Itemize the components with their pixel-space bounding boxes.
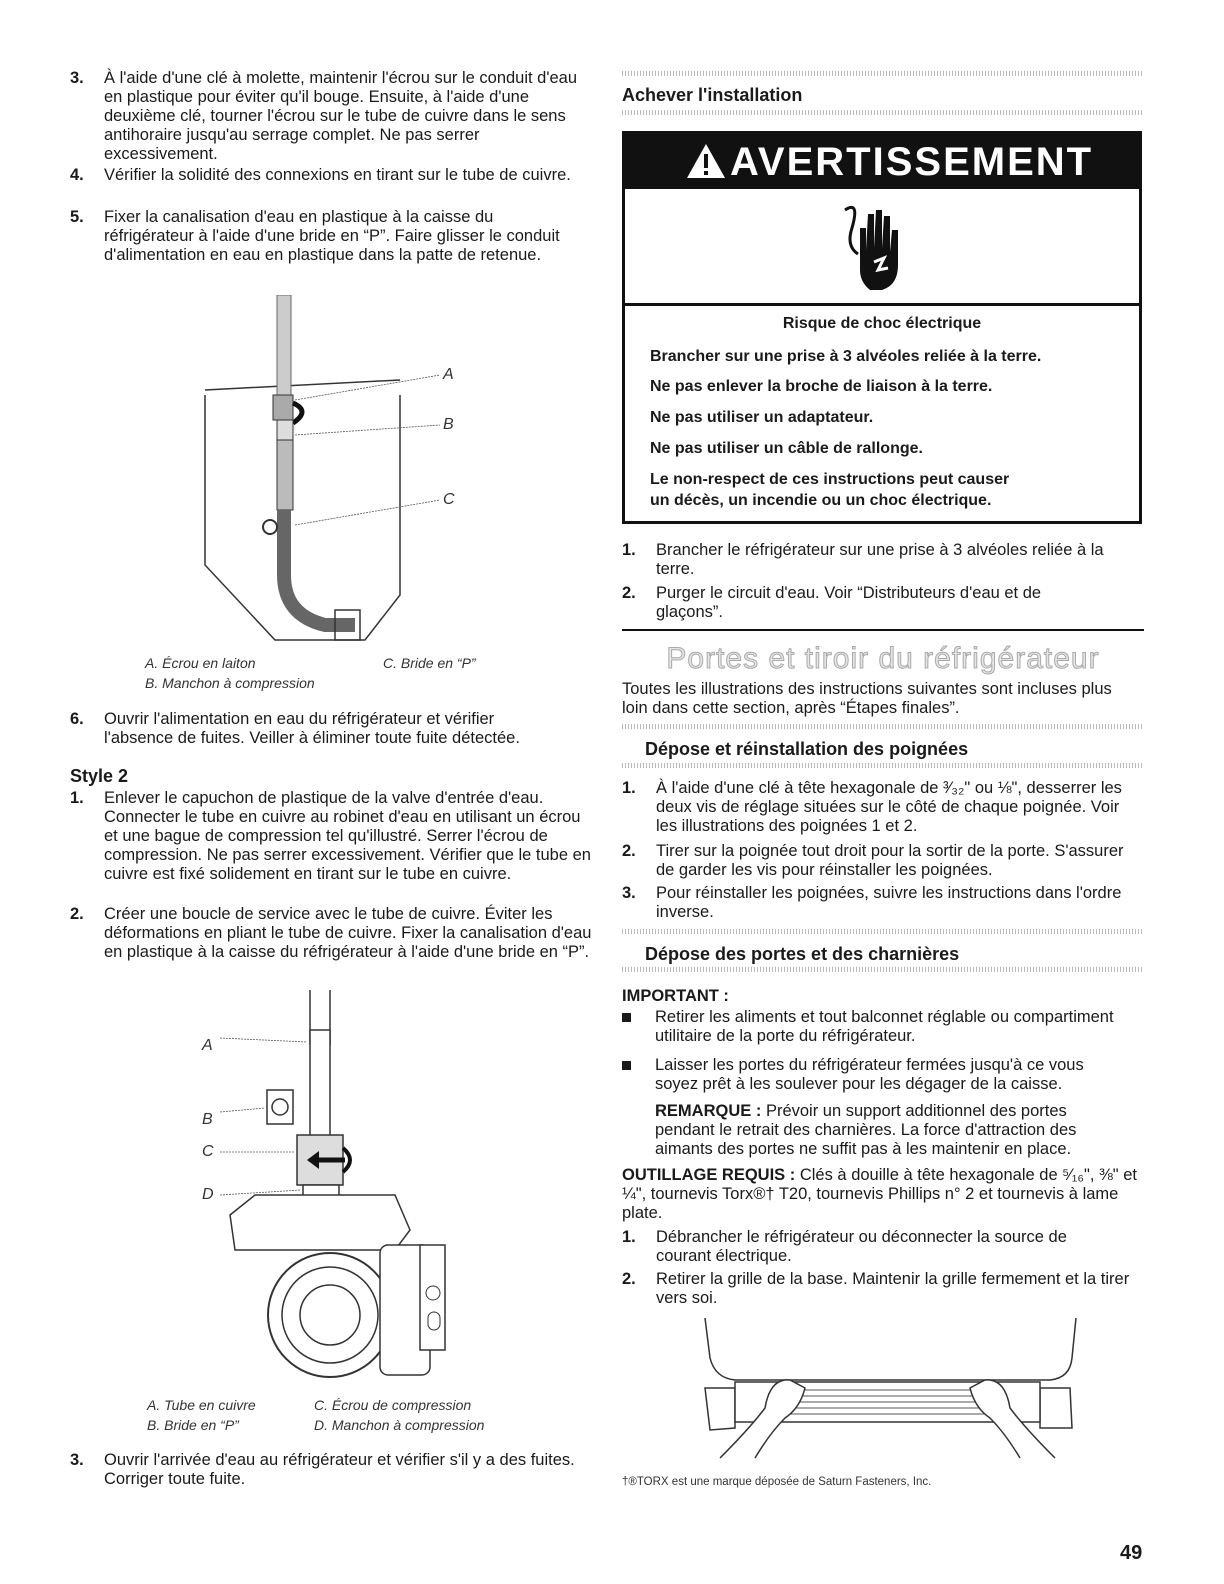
warning-triangle-icon (685, 142, 727, 180)
bullet-square (622, 1061, 631, 1070)
section-rule (622, 629, 1144, 631)
important-label: IMPORTANT : (622, 987, 729, 1005)
diagram2-label-c: C (202, 1143, 214, 1160)
handles-heading: Dépose et réinstallation des poignées (645, 739, 969, 759)
section-intro: Toutes les illustrations des instructions suivantes sont incluses plus loin dans cette section, après “Étapes finales”. (622, 680, 1112, 717)
diagram1-label-a: A (443, 366, 454, 383)
warning-hazard: Risque de choc électrique (782, 315, 982, 332)
hatch-rule (622, 967, 1144, 972)
outillage-note (622, 1166, 1142, 1223)
diagram2-caption-c: C. Écrou de compression (314, 1397, 472, 1413)
warning-line-6: un décès, un incendie ou un choc électrique. (650, 492, 992, 509)
hatch-rule (622, 724, 1144, 729)
diagram2-label-b: B (202, 1111, 213, 1128)
diagram1-label-c: C (443, 491, 455, 508)
hatch-rule (622, 763, 1144, 768)
doors-heading: Dépose des portes et des charnières (645, 944, 960, 964)
diagram-compression-valve (215, 990, 475, 1385)
diagram1-caption-c: C. Bride en “P” (383, 655, 476, 671)
warning-line-3: Ne pas utiliser un adaptateur. (650, 409, 874, 426)
style2-heading: Style 2 (70, 766, 129, 786)
diagram2-label-a: A (202, 1037, 213, 1054)
warning-divider (625, 303, 1139, 306)
diagram1-caption-a: A. Écrou en laiton (145, 655, 256, 671)
base-grille-removal-illustration (690, 1318, 1090, 1468)
diagram2-caption-b: B. Bride en “P” (147, 1417, 239, 1433)
remarque-note (655, 1102, 1115, 1159)
important-bullet-1: Retirer les aliments et tout balconnet réglable ou compartiment utilitaire de la porte du réfrigérateur. (655, 1008, 1114, 1045)
bullet-square (622, 1013, 631, 1022)
hatch-rule (622, 71, 1144, 76)
warning-line-2: Ne pas enlever la broche de liaison à la terre. (650, 378, 993, 395)
electric-shock-hand-icon (840, 200, 910, 298)
section-title: Portes et tiroir du réfrigérateur (666, 642, 1100, 675)
warning-line-1: Brancher sur une prise à 3 alvéoles reliée à la terre. (650, 348, 1042, 365)
diagram1-label-b: B (443, 416, 454, 433)
warning-title: AVERTISSEMENT (730, 140, 1094, 184)
footnote: †®TORX est une marque déposée de Saturn Fasteners, Inc. (622, 1476, 932, 1488)
achever-heading: Achever l'installation (622, 85, 803, 105)
hatch-rule (622, 110, 1144, 115)
diagram1-caption-b: B. Manchon à compression (145, 675, 315, 691)
warning-line-4: Ne pas utiliser un câble de rallonge. (650, 440, 923, 457)
page-number: 49 (1120, 1542, 1143, 1564)
diagram2-caption-d: D. Manchon à compression (314, 1417, 485, 1433)
diagram2-label-d: D (202, 1186, 214, 1203)
diagram-brass-nut-connection (195, 295, 495, 645)
important-bullet-2: Laisser les portes du réfrigérateur fermées jusqu'à ce vous soyez prêt à les soulever pour les dégager de la caisse. (655, 1056, 1084, 1093)
hatch-rule (622, 929, 1144, 934)
diagram2-caption-a: A. Tube en cuivre (147, 1397, 256, 1413)
remarque-text: Prévoir un support additionnel des portes pendant le retrait des charnières. La force d'attraction des aimants des portes ne suffit pas à les maintenir en place. (655, 1102, 1077, 1158)
outillage-label: OUTILLAGE REQUIS : (622, 1166, 796, 1184)
warning-line-5: Le non-respect de ces instructions peut causer (650, 471, 1010, 488)
remarque-label: REMARQUE : (655, 1102, 762, 1120)
outillage-text: Clés à douille à tête hexagonale de ⁵⁄₁₆", ⅜" et ¼", tournevis Torx®† T20, tournevis Phillips n° 2 et tournevis à lame plate. (622, 1166, 1138, 1222)
